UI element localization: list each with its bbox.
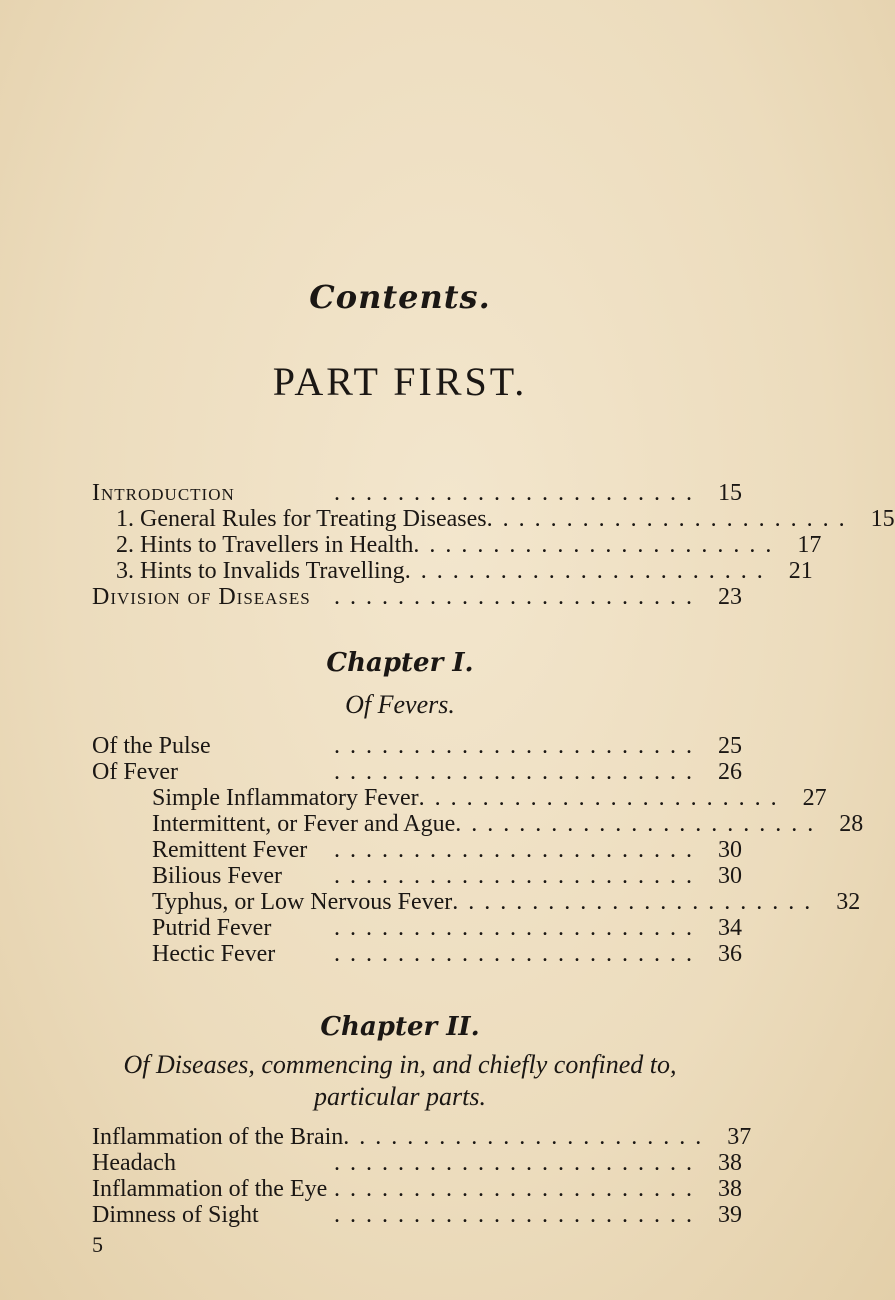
toc-page: 30: [718, 863, 742, 889]
chapter-1-heading: Chapter I.: [326, 648, 474, 678]
leader-dots: .......................: [334, 1202, 702, 1228]
toc-entry: [92, 1176, 742, 1202]
toc-entry: [92, 1202, 742, 1228]
toc-entry: [92, 785, 827, 811]
toc-entry: [92, 759, 742, 785]
leader-dots: .......................: [334, 733, 702, 759]
toc-page: 17: [797, 532, 822, 558]
chapter-1-subtitle: Of Fevers.: [345, 690, 455, 719]
toc-entry: [92, 584, 742, 610]
toc-title: 3. Hints to Invalids Travelling: [116, 558, 405, 584]
toc-entry: [92, 889, 861, 915]
leader-dots: .......................: [334, 915, 702, 941]
chapter-2-entries: [92, 1124, 752, 1228]
leader-dots: .......................: [455, 811, 824, 837]
toc-title: Simple Inflammatory Fever: [152, 785, 419, 811]
toc-title: Hectic Fever: [152, 941, 276, 967]
chapter-2-subtitle-line2: particular parts.: [314, 1082, 486, 1111]
toc-page: 26: [718, 759, 742, 785]
toc-entry: [92, 837, 742, 863]
toc-entry: [92, 863, 742, 889]
toc-title: 1. General Rules for Treating Diseases: [116, 506, 487, 532]
toc-page: 28: [839, 811, 864, 837]
chapter-2-heading: Chapter II.: [320, 1012, 480, 1042]
leader-dots: .......................: [334, 1176, 702, 1202]
intro-section: [92, 480, 895, 610]
toc-title: Inflammation of the Brain: [92, 1124, 344, 1150]
leader-dots: .......................: [334, 863, 702, 889]
toc-title: Dimness of Sight: [92, 1202, 259, 1228]
toc-page: 25: [718, 733, 742, 759]
toc-entry: [92, 480, 742, 506]
toc-title: Of Fever: [92, 759, 178, 785]
toc-page: 15: [718, 480, 742, 506]
toc-page: 38: [718, 1176, 742, 1202]
leader-dots: .......................: [334, 1150, 702, 1176]
leader-dots: .......................: [418, 785, 787, 811]
toc-page: 27: [802, 785, 827, 811]
toc-page: 32: [836, 889, 861, 915]
toc-title: Intermittent, or Fever and Ague: [152, 811, 456, 837]
toc-entry: [92, 811, 864, 837]
leader-dots: .......................: [334, 480, 702, 506]
toc-entry: [92, 532, 822, 558]
leader-dots: .......................: [343, 1124, 712, 1150]
leader-dots: .......................: [404, 558, 773, 584]
toc-entry: [92, 506, 895, 532]
toc-title: Division of Diseases: [92, 584, 311, 610]
toc-title: Typhus, or Low Nervous Fever: [152, 889, 453, 915]
toc-page: 39: [718, 1202, 742, 1228]
toc-title: Inflammation of the Eye: [92, 1176, 328, 1202]
toc-page: 15: [870, 506, 895, 532]
toc-title: Introduction: [92, 480, 235, 506]
toc-title: Remittent Fever: [152, 837, 308, 863]
chapter-2-subtitle-line1: Of Diseases, commencing in, and chiefly confined to,: [123, 1050, 677, 1079]
toc-page: 37: [727, 1124, 752, 1150]
part-title: PART FIRST.: [272, 359, 528, 404]
toc-entry: [92, 1150, 742, 1176]
folio-signature: 5: [92, 1232, 103, 1257]
toc-title: Headach: [92, 1150, 176, 1176]
toc-entry: [92, 733, 742, 759]
toc-entry: [92, 558, 813, 584]
leader-dots: .......................: [334, 584, 702, 610]
toc-entry: [92, 915, 742, 941]
toc-entry: [92, 1124, 752, 1150]
leader-dots: .......................: [486, 506, 855, 532]
leader-dots: .......................: [334, 941, 702, 967]
toc-page: 38: [718, 1150, 742, 1176]
leader-dots: .......................: [413, 532, 782, 558]
toc-title: 2. Hints to Travellers in Health: [116, 532, 414, 558]
toc-page: 34: [718, 915, 742, 941]
toc-title: Of the Pulse: [92, 733, 211, 759]
toc-page: 21: [788, 558, 813, 584]
toc-title: Bilious Fever: [152, 863, 282, 889]
leader-dots: .......................: [452, 889, 821, 915]
chapter-1-entries: [92, 733, 864, 967]
toc-page: 23: [718, 584, 742, 610]
leader-dots: .......................: [334, 759, 702, 785]
toc-entry: [92, 941, 742, 967]
toc-page: 36: [718, 941, 742, 967]
toc-title: Putrid Fever: [152, 915, 272, 941]
toc-page: 30: [718, 837, 742, 863]
contents-heading: Contents.: [309, 278, 491, 316]
leader-dots: .......................: [334, 837, 702, 863]
